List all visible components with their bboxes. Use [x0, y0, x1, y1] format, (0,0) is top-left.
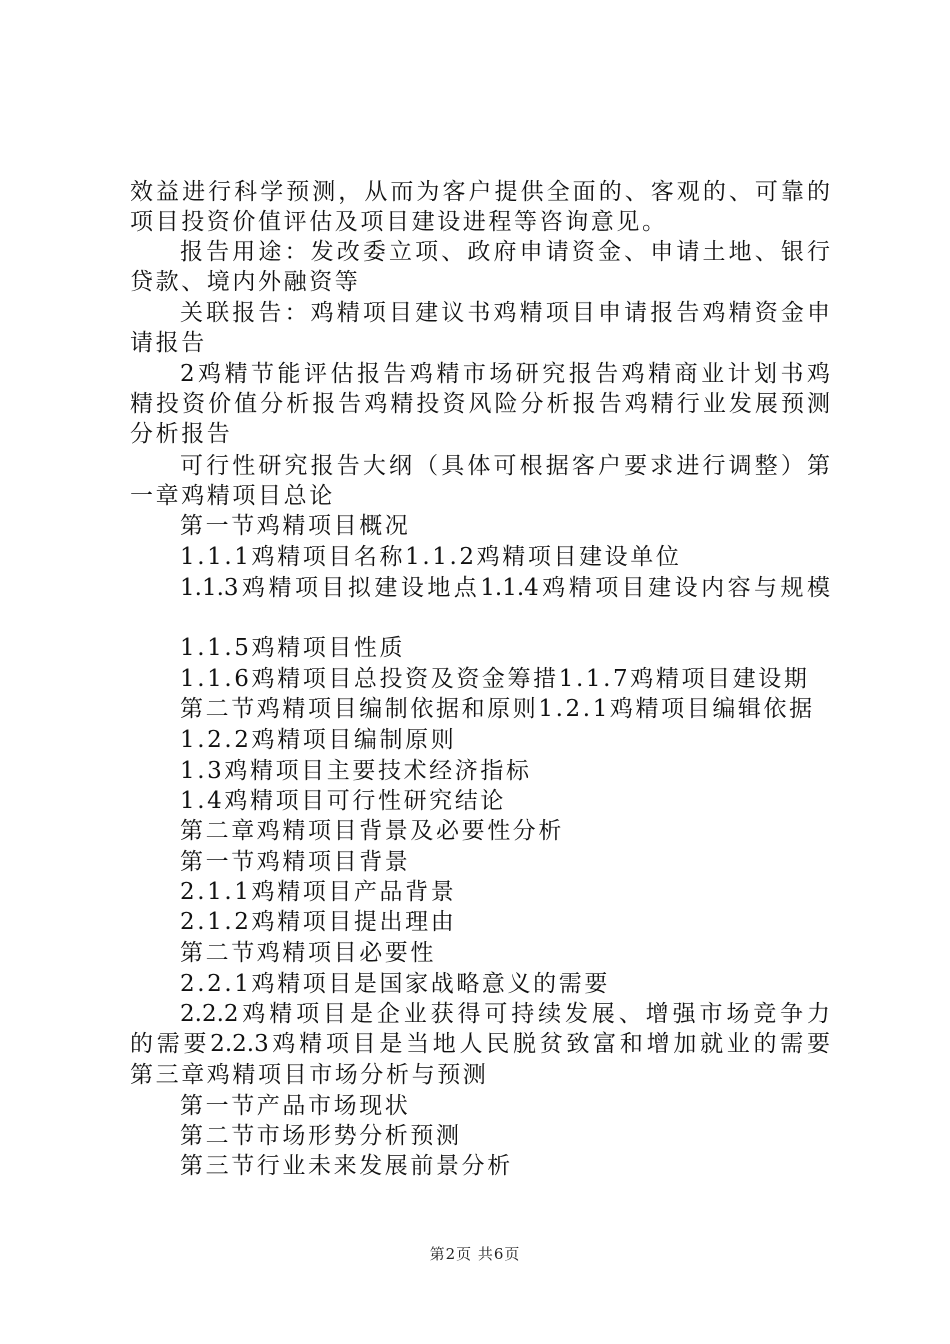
- outline-item: 的需要2.2.3鸡精项目是当地人民脱贫致富和增加就业的需要: [130, 1031, 830, 1057]
- body-text-line: 效益进行科学预测，从而为客户提供全面的、客观的、可靠的: [130, 179, 830, 205]
- outline-item: 1.4鸡精项目可行性研究结论: [180, 788, 506, 814]
- body-text-line: 请报告: [130, 330, 207, 356]
- outline-item: 2.1.1鸡精项目产品背景: [180, 879, 457, 905]
- section-heading: 第三节行业未来发展前景分析: [180, 1153, 513, 1179]
- outline-item: 2.2.1鸡精项目是国家战略意义的需要: [180, 971, 610, 997]
- chapter-heading: 第三章鸡精项目市场分析与预测: [130, 1062, 489, 1088]
- body-text-line: 报告用途：发改委立项、政府申请资金、申请土地、银行: [180, 239, 830, 265]
- page-footer: 第2页 共6页: [429, 1245, 521, 1263]
- section-heading: 第一节产品市场现状: [180, 1093, 411, 1119]
- body-text-line: 分析报告: [130, 421, 233, 447]
- section-heading: 第一节鸡精项目背景: [180, 849, 411, 875]
- section-heading: 第一节鸡精项目概况: [180, 513, 411, 539]
- body-text-line: 关联报告：鸡精项目建议书鸡精项目申请报告鸡精资金申: [180, 300, 830, 326]
- outline-item: 1.1.3鸡精项目拟建设地点1.1.4鸡精项目建设内容与规模: [180, 575, 830, 601]
- body-text-line: 可行性研究报告大纲（具体可根据客户要求进行调整）第: [180, 453, 830, 479]
- body-text-line: 贷款、境内外融资等: [130, 269, 361, 295]
- body-text-line: 一章鸡精项目总论: [130, 483, 335, 509]
- outline-item: 1.3鸡精项目主要技术经济指标: [180, 758, 532, 784]
- outline-item: 1.2.2鸡精项目编制原则: [180, 727, 457, 753]
- section-heading: 第二节市场形势分析预测: [180, 1123, 462, 1149]
- body-text-line: 2鸡精节能评估报告鸡精市场研究报告鸡精商业计划书鸡: [180, 361, 830, 387]
- body-text-line: 精投资价值分析报告鸡精投资风险分析报告鸡精行业发展预测: [130, 391, 830, 417]
- outline-item: 2.2.2鸡精项目是企业获得可持续发展、增强市场竞争力: [180, 1001, 830, 1027]
- body-text-line: 项目投资价值评估及项目建设进程等咨询意见。: [130, 209, 668, 235]
- outline-item: 2.1.2鸡精项目提出理由: [180, 909, 457, 935]
- outline-item: 1.1.1鸡精项目名称1.1.2鸡精项目建设单位: [180, 544, 682, 570]
- outline-item: 第二节鸡精项目编制依据和原则1.2.1鸡精项目编辑依据: [180, 696, 815, 722]
- section-heading: 第二节鸡精项目必要性: [180, 940, 436, 966]
- outline-item: 1.1.6鸡精项目总投资及资金筹措1.1.7鸡精项目建设期: [180, 666, 810, 692]
- outline-item: 1.1.5鸡精项目性质: [180, 635, 406, 661]
- chapter-heading: 第二章鸡精项目背景及必要性分析: [180, 818, 564, 844]
